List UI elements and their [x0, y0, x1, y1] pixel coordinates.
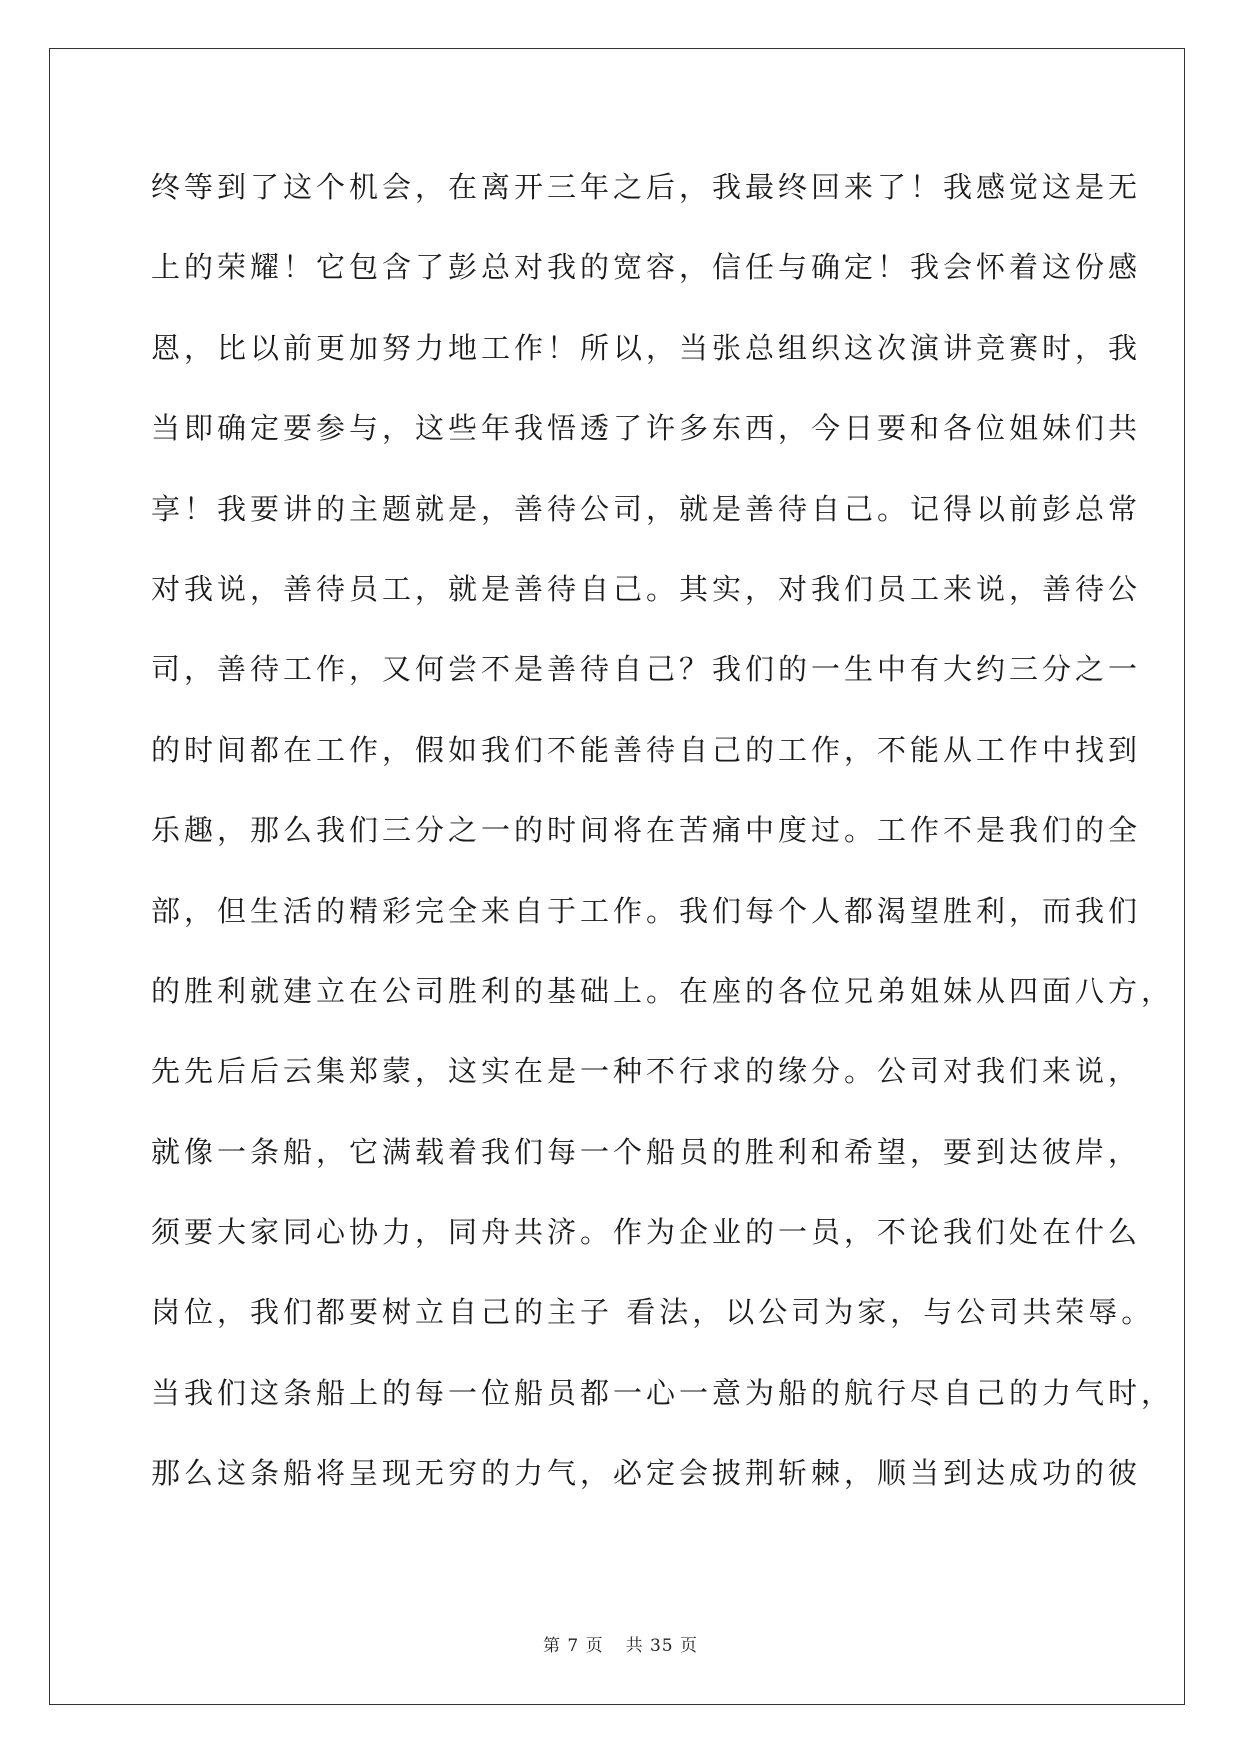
text-line: 须要大家同心协力，同舟共济。作为企业的一员，不论我们处在什么 [151, 1215, 1142, 1250]
page-footer [0, 1631, 1241, 1656]
text-line: 当我们这条船上的每一位船员都一心一意为船的航行尽自己的力气时， [151, 1375, 1175, 1410]
text-line: 的胜利就建立在公司胜利的基础上。在座的各位兄弟姐妹从四面八方， [151, 973, 1175, 1008]
text-line: 岗位，我们都要树立自己的主子 看法，以公司为家，与公司共荣辱。 [151, 1295, 1155, 1330]
text-line: 部，但生活的精彩完全来自于工作。我们每个人都渴望胜利，而我们 [151, 893, 1142, 928]
text-line: 终等到了这个机会，在离开三年之后，我最终回来了！我感觉这是无 [151, 170, 1142, 204]
text-line: 对我说，善待员工，就是善待自己。其实，对我们员工来说，善待公 [151, 571, 1142, 606]
text-line: 先先后后云集郑蒙，这实在是一种不行求的缘分。公司对我们来说， [151, 1054, 1142, 1089]
text-line: 当即确定要参与，这些年我悟透了许多东西，今日要和各位姐妹们共 [151, 411, 1142, 446]
text-line: 的时间都在工作，假如我们不能善待自己的工作，不能从工作中找到 [151, 732, 1142, 767]
page-total: 共 35 页 [625, 1636, 699, 1656]
text-line: 乐趣，那么我们三分之一的时间将在苦痛中度过。工作不是我们的全 [151, 813, 1142, 848]
text-line: 上的荣耀！它包含了彭总对我的宽容，信任与确定！我会怀着这份感 [151, 250, 1142, 285]
text-line: 就像一条船，它满载着我们每一个船员的胜利和希望，要到达彼岸， [151, 1134, 1142, 1169]
text-line: 司，善待工作，又何尝不是善待自己？我们的一生中有大约三分之一 [151, 652, 1142, 687]
text-line: 那么这条船将呈现无穷的力气，必定会披荆斩棘，顺当到达成功的彼 [151, 1456, 1142, 1491]
page-number: 第 7 页 [542, 1636, 604, 1656]
text-line: 恩，比以前更加努力地工作！所以，当张总组织这次演讲竞赛时，我 [151, 330, 1142, 365]
document-body [151, 160, 1175, 1527]
text-line: 享！我要讲的主题就是，善待公司，就是善待自己。记得以前彭总常 [151, 491, 1142, 526]
